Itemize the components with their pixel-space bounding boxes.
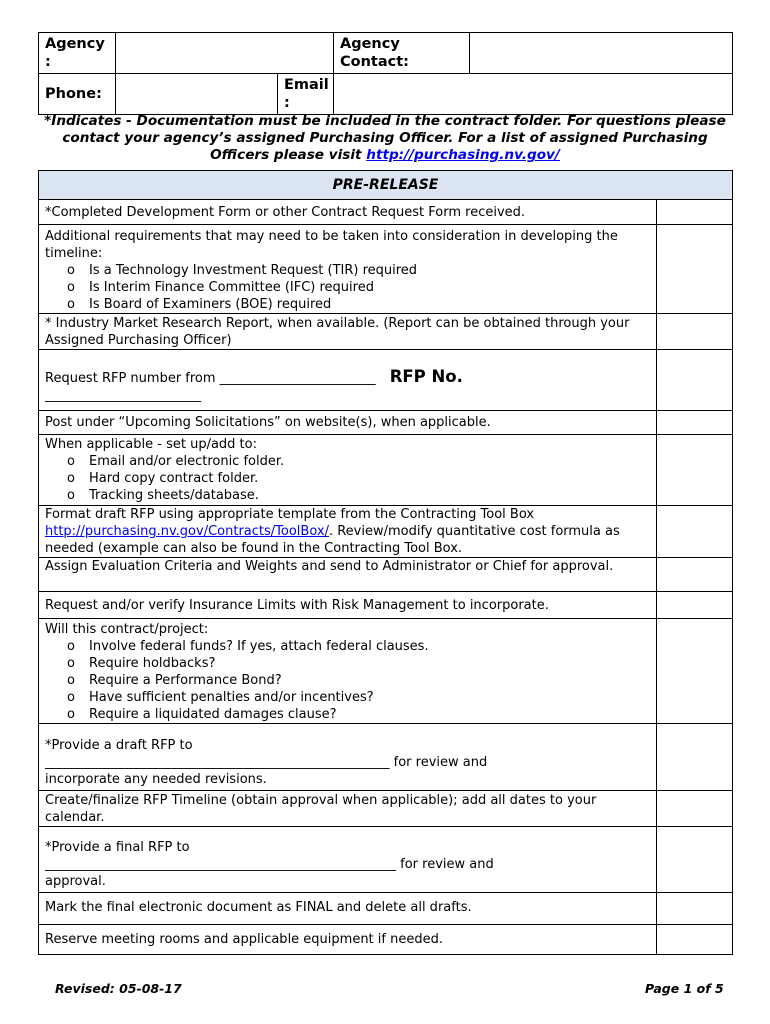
- checklist-item: Format draft RFP using appropriate template from the Contracting Tool Box http://purchasing.nv.gov/Contracts/ToolBox/. Review/modify quantitative cost formula as needed (example can also be found in the Contracting Tool Box.: [39, 506, 657, 558]
- check-cell[interactable]: [657, 619, 733, 724]
- check-cell[interactable]: [657, 314, 733, 350]
- instructions-note: [38, 113, 732, 164]
- check-cell[interactable]: [657, 925, 733, 955]
- list-item: o Require holdbacks?: [67, 655, 650, 672]
- list-item: o Email and/or electronic folder.: [67, 453, 650, 470]
- checklist-item: Reserve meeting rooms and applicable equipment if needed.: [39, 925, 657, 955]
- check-cell[interactable]: [657, 435, 733, 506]
- checklist-item: Mark the final electronic document as FINAL and delete all drafts.: [39, 893, 657, 925]
- header-table: [38, 32, 733, 115]
- draft-rfp-reviewer-line[interactable]: _____________________________________________________ for review and: [45, 755, 488, 770]
- checklist-item: Request RFP number from ________________________ RFP No. ________________________: [39, 350, 657, 411]
- list-item: o Involve federal funds? If yes, attach federal clauses.: [67, 638, 650, 655]
- check-cell[interactable]: [657, 827, 733, 893]
- checklist-item: Will this contract/project: o Involve federal funds? If yes, attach federal clauses. o Require holdbacks? o Require a Performance Bond? o Have sufficient penalties and/or incentives? o Require a liquidated damages clause?: [39, 619, 657, 724]
- phone-label: Phone:: [39, 74, 116, 115]
- check-cell[interactable]: [657, 200, 733, 225]
- checklist-item: When applicable - set up/add to: o Email and/or electronic folder. o Hard copy contract folder. o Tracking sheets/database.: [39, 435, 657, 506]
- check-cell[interactable]: [657, 225, 733, 314]
- revised-date: Revised: 05-08-17: [55, 981, 182, 996]
- list-item: o Require a Performance Bond?: [67, 672, 650, 689]
- checklist-item: Assign Evaluation Criteria and Weights and send to Administrator or Chief for approval.: [39, 558, 657, 592]
- list-item: o Is a Technology Investment Request (TIR) required: [67, 262, 650, 279]
- check-cell[interactable]: [657, 724, 733, 791]
- email-label: Email :: [278, 74, 334, 115]
- check-cell[interactable]: [657, 558, 733, 592]
- checklist-table: [38, 170, 733, 955]
- checklist-item: * Industry Market Research Report, when available. (Report can be obtained through your Assigned Purchasing Officer): [39, 314, 657, 350]
- checklist-item: Request and/or verify Insurance Limits with Risk Management to incorporate.: [39, 592, 657, 619]
- checklist-item: *Completed Development Form or other Contract Request Form received.: [39, 200, 657, 225]
- rfp-number-label: RFP No.: [389, 367, 463, 386]
- agency-label: Agency :: [39, 33, 116, 74]
- check-cell[interactable]: [657, 893, 733, 925]
- checklist-item: Additional requirements that may need to be taken into consideration in developing the timeline: o Is a Technology Investment Request (TIR) required o Is Interim Finance Committee (IFC) required o Is Board of Examiners (BOE) required: [39, 225, 657, 314]
- email-field[interactable]: [334, 74, 733, 115]
- rfp-number-line[interactable]: ________________________: [45, 388, 201, 403]
- list-item: o Have sufficient penalties and/or incentives?: [67, 689, 650, 706]
- agency-contact-label: Agency Contact:: [334, 33, 470, 74]
- check-cell[interactable]: [657, 350, 733, 411]
- check-cell[interactable]: [657, 791, 733, 827]
- page-number: Page 1 of 5: [645, 981, 724, 996]
- check-cell[interactable]: [657, 592, 733, 619]
- checklist-item: *Provide a final RFP to ______________________________________________________ for review and approval.: [39, 827, 657, 893]
- purchasing-link[interactable]: http://purchasing.nv.gov/: [366, 147, 560, 163]
- section-title: PRE-RELEASE: [39, 171, 733, 200]
- checklist-item: Post under “Upcoming Solicitations” on website(s), when applicable.: [39, 411, 657, 435]
- list-item: o Require a liquidated damages clause?: [67, 706, 650, 723]
- check-cell[interactable]: [657, 506, 733, 558]
- phone-field[interactable]: [116, 74, 278, 115]
- note-text: *Indicates - Documentation must be included in the contract folder. For questions please contact your agency’s assigned Purchasing Officer. For a list of assigned Purchasing Officers please visit: [44, 113, 726, 163]
- list-item: o Is Board of Examiners (BOE) required: [67, 296, 650, 313]
- checklist-item: *Provide a draft RFP to _____________________________________________________ for review and incorporate any needed revisions.: [39, 724, 657, 791]
- checklist-item: Create/finalize RFP Timeline (obtain approval when applicable); add all dates to your calendar.: [39, 791, 657, 827]
- list-item: o Tracking sheets/database.: [67, 487, 650, 504]
- agency-contact-field[interactable]: [470, 33, 733, 74]
- check-cell[interactable]: [657, 411, 733, 435]
- agency-field[interactable]: [116, 33, 334, 74]
- final-rfp-reviewer-line[interactable]: ______________________________________________________ for review and: [45, 857, 494, 872]
- toolbox-link[interactable]: http://purchasing.nv.gov/Contracts/ToolBox/: [45, 524, 329, 539]
- list-item: o Hard copy contract folder.: [67, 470, 650, 487]
- list-item: o Is Interim Finance Committee (IFC) required: [67, 279, 650, 296]
